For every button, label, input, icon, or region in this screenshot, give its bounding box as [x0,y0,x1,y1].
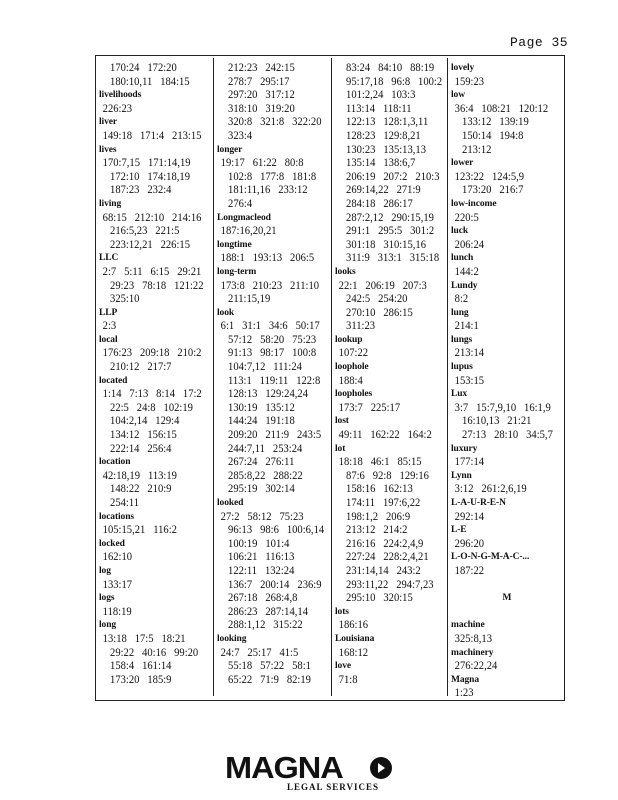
page-reference-continued: 29:23 78:18 121:22 [110,279,204,292]
page-reference: 6:1 31:1 34:6 50:17 [220,320,320,333]
index-term: lost [335,416,349,427]
page-reference: 1:14 7:13 8:14 17:2 [102,388,202,401]
spacer [451,579,563,593]
page-reference: 168:12 [338,646,369,659]
index-term: located [99,375,128,386]
page-reference-continued: 135:14 138:6,7 [346,157,416,170]
page-reference-continued: 172:10 174:18,19 [110,170,190,183]
index-column-1 [99,62,211,696]
page-reference-continued: 293:11,22 294:7,23 [346,578,434,591]
page-reference-continued: 297:20 317:12 [228,89,295,102]
index-term: local [99,334,118,345]
page-reference-continued: 320:8 321:8 322:20 [228,116,322,129]
page-reference-continued: 133:12 139:19 [462,116,529,129]
page-reference: 144:2 [454,265,479,278]
page-reference-continued: 148:22 210:9 [110,483,172,496]
page-reference-continued: 211:15,19 [228,293,271,306]
page-reference: 187:22 [454,564,485,577]
page-reference-continued: 96:13 98:6 100:6,14 [228,524,325,537]
page-reference-continued: 122:11 132:24 [228,564,295,577]
index-term: low [451,90,465,101]
index-term: logs [99,593,115,604]
index-term: longtime [217,239,252,250]
page-reference: 173:7 225:17 [338,401,401,414]
page-reference-continued: 104:7,12 111:24 [228,361,302,374]
page-reference: 27:2 58:12 75:23 [220,510,304,523]
page-reference-continued: 325:10 [110,293,140,306]
page-reference-continued: 187:23 232:4 [110,184,172,197]
page-reference: 2:3 [102,320,117,333]
page-reference-continued: 288:1,12 315:22 [228,619,303,632]
index-term: looks [335,266,356,277]
page-reference-continued: 278:7 295:17 [228,75,290,88]
page-reference-continued: 311:9 313:1 315:18 [346,252,440,265]
page-reference: 162:10 [102,551,133,564]
page-reference-continued: 270:10 286:15 [346,306,413,319]
page-reference-continued: 158:16 162:13 [346,483,413,496]
page-reference: 49:11 162:22 164:2 [338,429,432,442]
index-term: livelihoods [99,90,142,101]
page-reference: 105:15,21 116:2 [102,524,177,537]
page-reference: 153:15 [454,374,485,387]
page-reference: 123:22 124:5,9 [454,170,525,183]
page-reference-continued: 113:1 119:11 122:8 [228,374,321,387]
index-term: Lundy [451,280,478,291]
index-term: lower [451,158,474,169]
page-reference: 19:17 61:22 80:8 [220,157,304,170]
page-reference-continued: 295:10 320:15 [346,592,413,605]
page-reference: 220:5 [454,211,479,224]
page-reference-continued: 301:18 310:15,16 [346,238,426,251]
index-term: longer [217,144,243,155]
page-reference-continued: 87:6 92:8 129:16 [346,469,429,482]
page-reference-continued: 287:2,12 290:15,19 [346,211,434,224]
index-term: locked [99,538,125,549]
page-reference: 177:14 [454,456,485,469]
page-reference-continued: 323:4 [228,129,253,142]
page-reference-continued: 267:18 268:4,8 [228,592,298,605]
column-divider [213,58,214,696]
page-reference-continued: 122:13 128:1,3,11 [346,116,429,129]
index-term: machine [451,620,485,631]
page-reference-continued: 213:12 [462,143,492,156]
page-reference-continued: 209:20 211:9 243:5 [228,429,322,442]
page-reference-continued: 269:14,22 271:9 [346,184,421,197]
page-reference-continued: 130:19 135:12 [228,401,295,414]
section-letter: M [502,593,512,604]
index-term: LLC [99,253,119,264]
page-reference-continued: 113:14 118:11 [346,102,412,115]
page-reference: 2:7 5:11 6:15 29:21 [102,265,202,278]
page-reference-continued: 216:16 224:2,4,9 [346,537,424,550]
index-term: L-E [451,525,467,536]
page-reference-continued: 318:10 319:20 [228,102,295,115]
page-reference-continued: 206:19 207:2 210:3 [346,170,440,183]
page-reference: 118:19 [102,605,132,618]
page-reference: 206:24 [454,238,485,251]
page-reference-continued: 311:23 [346,320,376,333]
index-column-4 [451,62,563,696]
index-term: low-income [451,198,497,209]
play-circle-icon [370,757,392,779]
page-reference: 226:23 [102,102,133,115]
page-reference: 186:16 [338,619,369,632]
page-reference-continued: 100:19 101:4 [228,537,290,550]
page-reference: 68:15 212:10 214:16 [102,211,202,224]
index-term: Magna [451,674,480,685]
page-reference-continued: 173:20 216:7 [462,184,524,197]
page-reference: 3:12 261:2,6,19 [454,483,527,496]
page-reference-continued: 102:8 177:8 181:8 [228,170,317,183]
page-reference: 292:14 [454,510,485,523]
page-reference: 176:23 209:18 210:2 [102,347,202,360]
index-term: lunch [451,253,474,264]
index-term: Longmacleod [217,212,271,223]
page-reference: 296:20 [454,537,485,550]
index-term: love [335,661,351,672]
page-reference-continued: 285:8,22 288:22 [228,469,303,482]
page-reference-continued: 128:13 129:24,24 [228,388,308,401]
index-term: log [99,565,111,576]
index-term: machinery [451,647,494,658]
page-reference-continued: 174:11 197:6,22 [346,497,421,509]
page-reference: 276:22,24 [454,660,498,673]
page-reference-continued: 136:7 200:14 236:9 [228,578,322,591]
page-reference: 173:8 210:23 211:10 [220,279,320,292]
page-reference-continued: 104:2,14 129:4 [110,415,180,428]
page-reference-continued: 231:14,14 243:2 [346,564,421,577]
page-reference-continued: 173:20 185:9 [110,673,172,686]
page-reference-continued: 284:18 286:17 [346,197,413,210]
index-term: luxury [451,443,478,454]
page-reference-continued: 150:14 194:8 [462,129,524,142]
page-reference-continued: 29:22 40:16 99:20 [110,646,199,659]
magna-logo [225,752,405,792]
page-reference-continued: 55:18 57:22 58:1 [228,660,311,673]
index-term: Lux [451,389,468,400]
page-reference-continued: 91:13 98:17 100:8 [228,347,317,360]
page-reference-continued: 180:10,11 184:15 [110,75,190,88]
page-label: Page 35 [510,35,569,50]
page-reference-continued: 223:12,21 226:15 [110,238,190,251]
index-term: LLP [99,307,118,318]
page-reference-continued: 276:4 [228,197,253,210]
index-term: lung [451,307,469,318]
page-reference-continued: 181:11,16 233:12 [228,184,308,197]
page-reference: 8:2 [454,293,469,306]
page-reference-continued: 286:23 287:14,14 [228,605,308,618]
page-reference: 18:18 46:1 85:15 [338,456,422,469]
index-term: L-O-N-G-M-A-C-... [451,552,530,563]
page-reference-continued: 95:17,18 96:8 100:2 [346,75,443,88]
page-reference-continued: 291:1 295:5 301:2 [346,225,435,238]
index-term: lots [335,606,349,617]
column-divider [331,58,332,696]
page-reference-continued: 170:24 172:20 [110,62,177,74]
index-term: luck [451,226,469,237]
page-reference: 188:1 193:13 206:5 [220,252,315,265]
page-reference: 149:18 171:4 213:15 [102,129,202,142]
spacer [451,606,563,620]
page-reference-continued: 242:5 254:20 [346,293,408,306]
index-term: lot [335,443,346,454]
page-reference-continued: 144:24 191:18 [228,415,295,428]
page-reference: 325:8,13 [454,632,493,645]
page-reference-continued: 83:24 84:10 88:19 [346,62,435,74]
index-term: looking [217,633,247,644]
page-reference: 22:1 206:19 207:3 [338,279,427,292]
index-term: looked [217,498,244,508]
page-reference: 159:23 [454,75,485,88]
page-reference-continued: 210:12 217:7 [110,361,172,374]
logo-subtitle: LEGAL SERVICES [287,782,379,792]
page-reference-continued: 134:12 156:15 [110,429,177,442]
page-reference-continued: 295:19 302:14 [228,483,295,496]
index-term: lovely [451,63,475,73]
index-term: lupus [451,362,473,373]
page-reference-continued: 57:12 58:20 75:23 [228,333,317,346]
index-column-2 [217,62,329,696]
page-reference: 13:18 17:5 18:21 [102,632,186,645]
page-reference: 71:8 [338,673,358,686]
page-reference: 170:7,15 171:14,19 [102,157,191,170]
index-column-3 [335,62,445,696]
page-reference-continued: 198:1,2 206:9 [346,510,411,523]
index-term: loopholes [335,389,373,400]
page-reference-continued: 27:13 28:10 34:5,7 [462,429,553,442]
page-reference-continued: 212:23 242:15 [228,62,295,74]
logo-wordmark: MAGNA [225,750,343,785]
page-reference: 36:4 108:21 120:12 [454,102,549,115]
index-term: look [217,307,235,318]
column-divider [447,58,448,696]
page-reference-continued: 101:2,24 103:3 [346,89,416,102]
page-reference: 107:22 [338,347,369,360]
page-reference: 214:1 [454,320,479,333]
page-reference: 187:16,20,21 [220,225,277,238]
page-reference: 24:7 25:17 41:5 [220,646,299,659]
index-term: lungs [451,334,473,345]
page-reference-continued: 16:10,13 21:21 [462,415,532,428]
page-reference-continued: 227:24 228:2,4,21 [346,551,429,564]
page-reference-continued: 106:21 116:13 [228,551,295,564]
page-reference-continued: 216:5,23 221:5 [110,225,180,238]
page-reference: 133:17 [102,578,133,591]
index-term: L-A-U-R-E-N [451,498,506,508]
page-reference-continued: 65:22 71:9 82:19 [228,673,311,686]
page-reference: 42:18,19 113:19 [102,469,177,482]
index-term: Lynn [451,470,472,481]
page-reference: 188:4 [338,374,363,387]
index-term: lookup [335,334,363,345]
page-reference-continued: 254:11 [110,497,140,509]
index-term: location [99,457,131,468]
page-reference-continued: 130:23 135:13,13 [346,143,426,156]
index-term: locations [99,511,134,522]
page-reference-continued: 267:24 276:11 [228,456,295,469]
page-reference-continued: 22:5 24:8 102:19 [110,401,193,414]
index-term: lives [99,144,117,155]
index-term: living [99,198,122,209]
page-reference: 3:7 15:7,9,10 16:1,9 [454,401,551,414]
page-reference-continued: 244:7,11 253:24 [228,442,303,455]
page-reference-continued: 222:14 256:4 [110,442,172,455]
index-term: loophole [335,362,369,373]
index-term: Louisiana [335,633,375,644]
page-reference: 213:14 [454,347,485,360]
index-term: long-term [217,266,257,277]
index-term: long [99,620,117,631]
page-reference-continued: 128:23 129:8,21 [346,129,421,142]
index-term: liver [99,117,117,128]
page-reference-continued: 213:12 214:2 [346,524,408,537]
page-reference-continued: 158:4 161:14 [110,660,172,673]
page-reference: 1:23 [454,687,474,696]
